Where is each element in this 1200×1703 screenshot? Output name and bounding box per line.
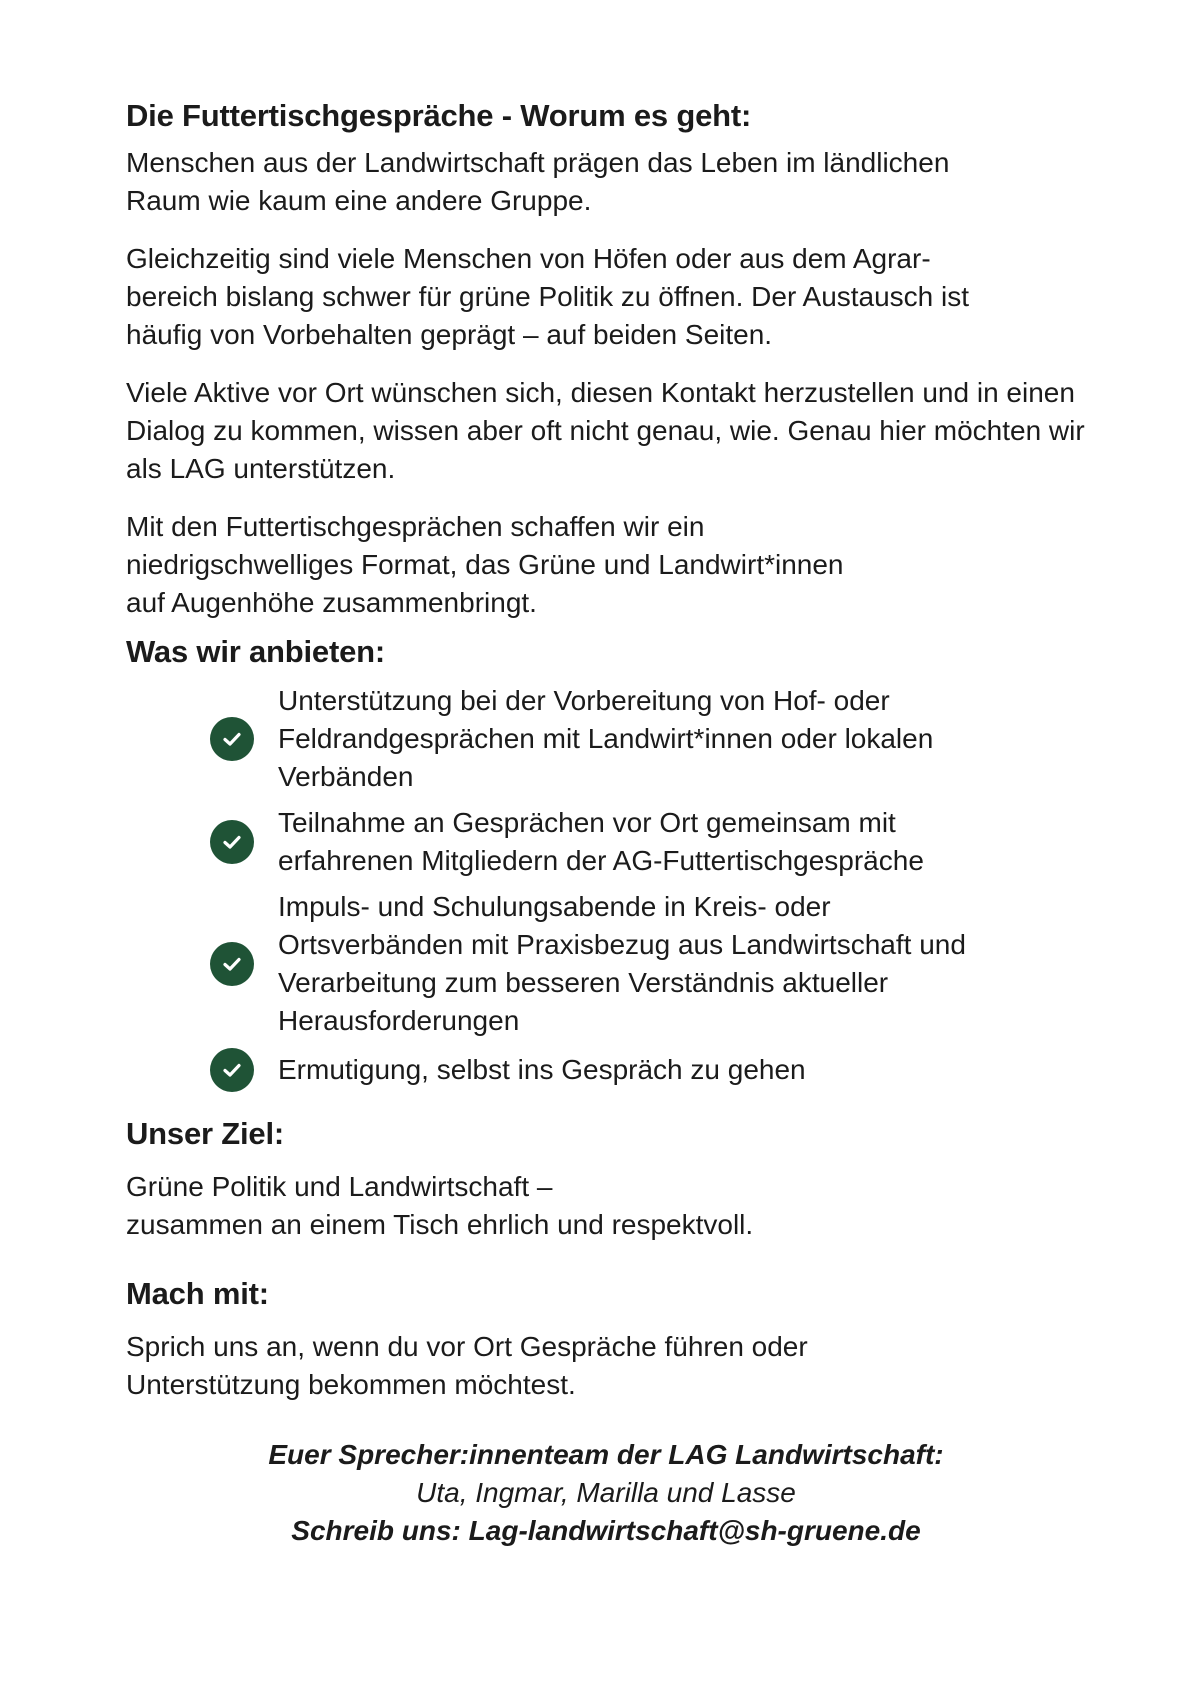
offer-item-text: Ermutigung, selbst ins Gespräch zu gehen	[278, 1054, 806, 1085]
signature-names: Uta, Ingmar, Marilla und Lasse	[416, 1477, 796, 1508]
intro-paragraph-1: Menschen aus der Landwirtschaft prägen das Leben im ländlichen Raum wie kaum eine andere Gruppe.	[126, 147, 950, 216]
offer-heading: Was wir anbieten:	[126, 634, 385, 669]
signature-team: Euer Sprecher:innenteam der LAG Landwirtschaft:	[268, 1439, 944, 1470]
offer-item-text: Impuls- und Schulungsabende in Kreis- oder Ortsverbänden mit Praxisbezug aus Landwirtschaft und Verarbeitung zum besseren Verständnis aktueller Herausforderungen	[278, 891, 966, 1036]
goal-line-2: zusammen an einem Tisch ehrlich und respektvoll.	[126, 1209, 754, 1240]
check-circle-icon	[210, 820, 254, 864]
offer-item-text: Unterstützung bei der Vorbereitung von Hof- oder Feldrandgesprächen mit Landwirt*innen oder lokalen Verbänden	[278, 685, 934, 792]
goal-heading: Unser Ziel:	[126, 1116, 285, 1151]
goal-line-1: Grüne Politik und Landwirtschaft –	[126, 1171, 553, 1202]
signature-contact[interactable]: Schreib uns: Lag-landwirtschaft@sh-gruene.de	[291, 1515, 921, 1546]
check-circle-icon	[210, 717, 254, 761]
offer-item	[126, 888, 1086, 1040]
join-text: Sprich uns an, wenn du vor Ort Gespräche führen oder Unterstützung bekommen möchtest.	[126, 1331, 808, 1400]
intro-paragraph-4: Mit den Futtertischgesprächen schaffen wir ein niedrigschwelliges Format, das Grüne und Landwirt*innen auf Augenhöhe zusammenbringt.	[126, 511, 844, 618]
offer-item	[126, 1048, 1086, 1092]
intro-paragraph-2: Gleichzeitig sind viele Menschen von Höfen oder aus dem Agrar-bereich bislang schwer für grüne Politik zu öffnen. Der Austausch ist häufig von Vorbehalten geprägt – auf beiden Seiten.	[126, 243, 970, 350]
offer-item	[126, 682, 1086, 796]
signature-block	[126, 1436, 1086, 1550]
offer-list	[126, 682, 1086, 1092]
offer-item-text: Teilnahme an Gesprächen vor Ort gemeinsam mit erfahrenen Mitgliedern der AG-Futtertischgespräche	[278, 807, 924, 876]
intro-paragraph-3: Viele Aktive vor Ort wünschen sich, diesen Kontakt herzustellen und in einen Dialog zu kommen, wissen aber oft nicht genau, wie. Genau hier möchten wir als LAG unterstützen.	[126, 377, 1085, 484]
intro-heading: Die Futtertischgespräche - Worum es geht:	[126, 98, 752, 133]
join-heading: Mach mit:	[126, 1276, 269, 1311]
flyer-page	[126, 96, 1086, 1550]
check-circle-icon	[210, 942, 254, 986]
offer-item	[126, 804, 1086, 880]
check-circle-icon	[210, 1048, 254, 1092]
